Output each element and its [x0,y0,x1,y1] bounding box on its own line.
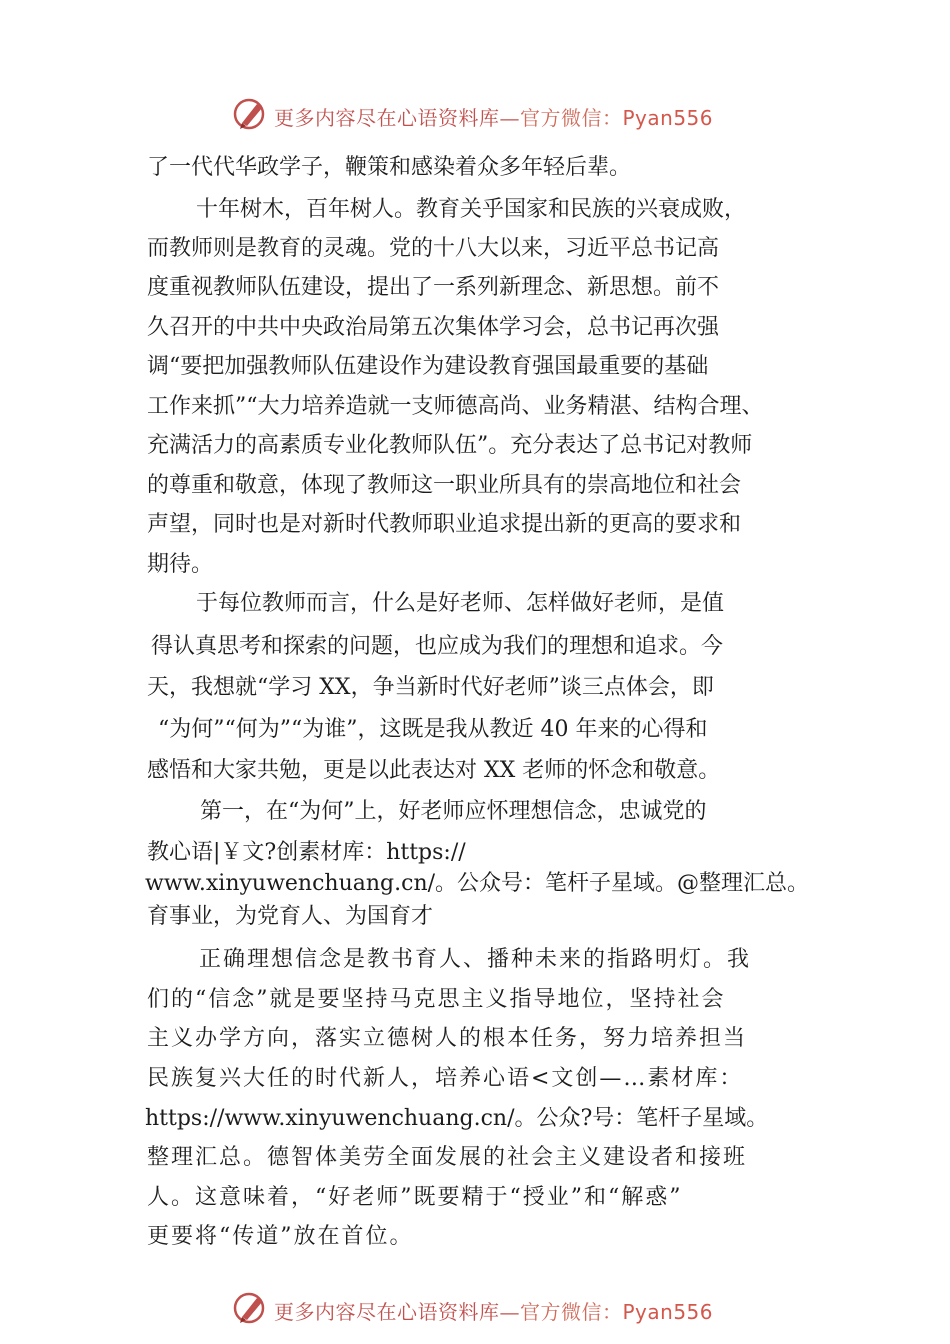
pen-logo-icon [233,1290,269,1326]
text-line: 期待。 [147,552,214,577]
text-line: 整理汇总。德智体美劳全面发展的社会主义建设者和接班 [147,1145,748,1170]
pen-logo-icon [233,96,269,132]
text-line: 充满活力的高素质专业化教师队伍”。充分表达了总书记对教师 [147,433,753,458]
text-line: 人。这意味着，“好老师”既要精于“授业”和“解惑” [147,1185,683,1210]
header-banner [0,96,950,136]
text-line: 声望，同时也是对新时代教师职业追求提出新的更高的要求和 [147,512,742,537]
text-line: 工作来抓”“大力培养造就一支师德高尚、业务精湛、结构合理、 [147,394,764,419]
text-line: 久召开的中共中央政治局第五次集体学习会，总书记再次强 [147,315,720,340]
text-line: 民族复兴大任的时代新人，培养心语<文创—…素材库： [147,1066,744,1091]
banner-text: 更多内容尽在心语资料库—官方微信：Pyan556 [274,1300,714,1324]
text-line: 于每位教师而言，什么是好老师、怎样做好老师，是值 [196,591,725,616]
text-line: 更要将“传道”放在首位。 [147,1224,414,1249]
text-line: https://www.xinyuwenchuang.cn/。公众?号：笔杆子星域。 [145,1106,769,1131]
text-line: 调“要把加强教师队伍建设作为建设教育强国最重要的基础 [147,354,709,379]
text-line: 感悟和大家共勉，更是以此表达对 XX 老师的怀念和敬意。 [147,758,721,783]
text-line: 教心语|￥文?创素材库：https:// [147,840,466,865]
text-line: 的尊重和敬意，体现了教师这一职业所具有的崇高地位和社会 [147,473,742,498]
text-line: 得认真思考和探索的问题，也应成为我们的理想和追求。今 [151,634,724,659]
text-line: 而教师则是教育的灵魂。党的十八大以来，习近平总书记高 [147,236,720,261]
text-line: 第一，在“为何”上，好老师应怀理想信念，忠诚党的 [200,799,707,824]
text-line: www.xinyuwenchuang.cn/。公众号：笔杆子星域。@整理汇总。 [145,871,810,896]
text-line: 育事业，为党育人、为国育才 [147,904,434,929]
text-line: 十年树木，百年树人。教育关乎国家和民族的兴衰成败， [196,197,747,222]
text-line: 主义办学方向，落实立德树人的根本任务，努力培养担当 [147,1026,748,1051]
banner-text: 更多内容尽在心语资料库—官方微信：Pyan556 [274,106,714,130]
text-line: 正确理想信念是教书育人、播种未来的指路明灯。我 [199,947,752,972]
footer-banner [0,1290,950,1330]
text-line: 度重视教师队伍建设，提出了一系列新理念、新思想。前不 [147,275,720,300]
text-line: “为何”“何为”“为谁”，这既是我从教近 40 年来的心得和 [158,717,708,742]
text-line: 了一代代华政学子，鞭策和感染着众多年轻后辈。 [147,155,632,180]
text-line: 天，我想就“学习 XX，争当新时代好老师”谈三点体会，即 [147,675,714,700]
text-line: 们的“信念”就是要坚持马克思主义指导地位，坚持社会 [147,987,726,1012]
